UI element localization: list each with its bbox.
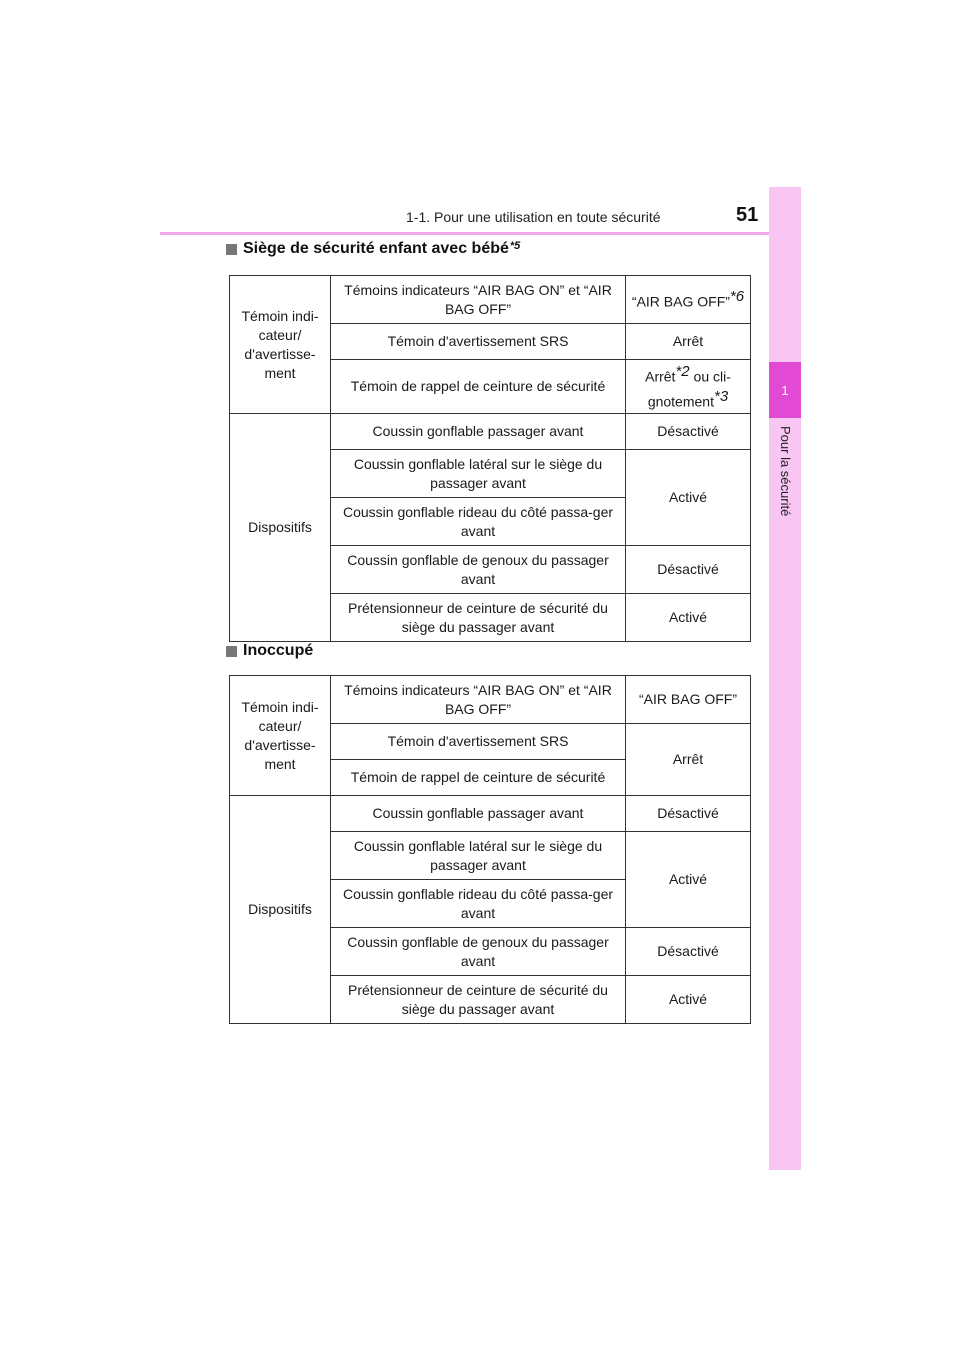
header-divider	[160, 232, 800, 235]
row-label: Coussin gonflable rideau du côté passa-ger avant	[331, 880, 626, 928]
row-label: Coussin gonflable passager avant	[331, 796, 626, 832]
row-value: “AIR BAG OFF”	[626, 676, 751, 724]
square-bullet-icon	[226, 244, 237, 255]
footnote-marker: *3	[713, 387, 729, 405]
row-value: Désactivé	[626, 928, 751, 976]
row-value: Activé	[626, 594, 751, 642]
side-chapter-number: 1	[769, 362, 801, 418]
group-label-devices: Dispositifs	[230, 414, 331, 642]
row-value: Activé	[626, 976, 751, 1024]
page-number: 51	[736, 204, 759, 226]
row-label: Coussin gonflable de genoux du passager avant	[331, 928, 626, 976]
section-heading-child-seat	[226, 240, 520, 258]
row-value: Activé	[626, 450, 751, 546]
row-value: Désactivé	[626, 546, 751, 594]
row-value	[626, 360, 751, 414]
row-value: Arrêt	[626, 324, 751, 360]
row-label: Témoin de rappel de ceinture de sécurité	[331, 760, 626, 796]
footnote-marker: *2	[675, 363, 690, 380]
group-label-devices: Dispositifs	[230, 796, 331, 1024]
row-label: Prétensionneur de ceinture de sécurité du siège du passager avant	[331, 976, 626, 1024]
row-value-text: ou cli-gnotement	[647, 368, 731, 410]
table-row	[230, 414, 751, 450]
table-row	[230, 796, 751, 832]
section-heading-text: Siège de sécurité enfant avec bébé	[243, 240, 509, 257]
row-label: Prétensionneur de ceinture de sécurité du siège du passager avant	[331, 594, 626, 642]
side-chapter-label: Pour la sécurité	[778, 426, 793, 517]
row-value: Désactivé	[626, 796, 751, 832]
row-label: Coussin gonflable de genoux du passager avant	[331, 546, 626, 594]
row-label: Témoin d'avertissement SRS	[331, 724, 626, 760]
row-label: Coussin gonflable latéral sur le siège du passager avant	[331, 832, 626, 880]
group-label-indicators: Témoin indi-cateur/ d'avertisse-ment	[230, 676, 331, 796]
square-bullet-icon	[226, 646, 237, 657]
table-row	[230, 676, 751, 724]
row-label: Témoin d'avertissement SRS	[331, 324, 626, 360]
row-value	[626, 276, 751, 324]
section-heading-unoccupied	[226, 642, 313, 660]
status-table-child-seat	[229, 275, 751, 642]
footnote-marker: *6	[729, 288, 745, 306]
row-label: Témoins indicateurs “AIR BAG ON” et “AIR BAG OFF”	[331, 676, 626, 724]
row-label: Coussin gonflable passager avant	[331, 414, 626, 450]
side-tab-strip	[769, 187, 801, 1170]
status-table-unoccupied	[229, 675, 751, 1024]
group-label-indicators: Témoin indi-cateur/ d'avertisse-ment	[230, 276, 331, 414]
table-row	[230, 276, 751, 324]
header-title: 1-1. Pour une utilisation en toute sécurité	[406, 209, 661, 225]
row-value: Désactivé	[626, 414, 751, 450]
footnote-marker: *5	[509, 240, 521, 252]
row-value: Arrêt	[626, 724, 751, 796]
row-value: Activé	[626, 832, 751, 928]
row-label: Témoins indicateurs “AIR BAG ON” et “AIR BAG OFF”	[331, 276, 626, 324]
row-label: Coussin gonflable latéral sur le siège du passager avant	[331, 450, 626, 498]
row-value-text: “AIR BAG OFF”	[631, 293, 730, 310]
section-heading-text: Inoccupé	[243, 642, 314, 659]
row-value-text: Arrêt	[645, 368, 676, 385]
row-label: Témoin de rappel de ceinture de sécurité	[331, 360, 626, 414]
row-label: Coussin gonflable rideau du côté passa-ger avant	[331, 498, 626, 546]
